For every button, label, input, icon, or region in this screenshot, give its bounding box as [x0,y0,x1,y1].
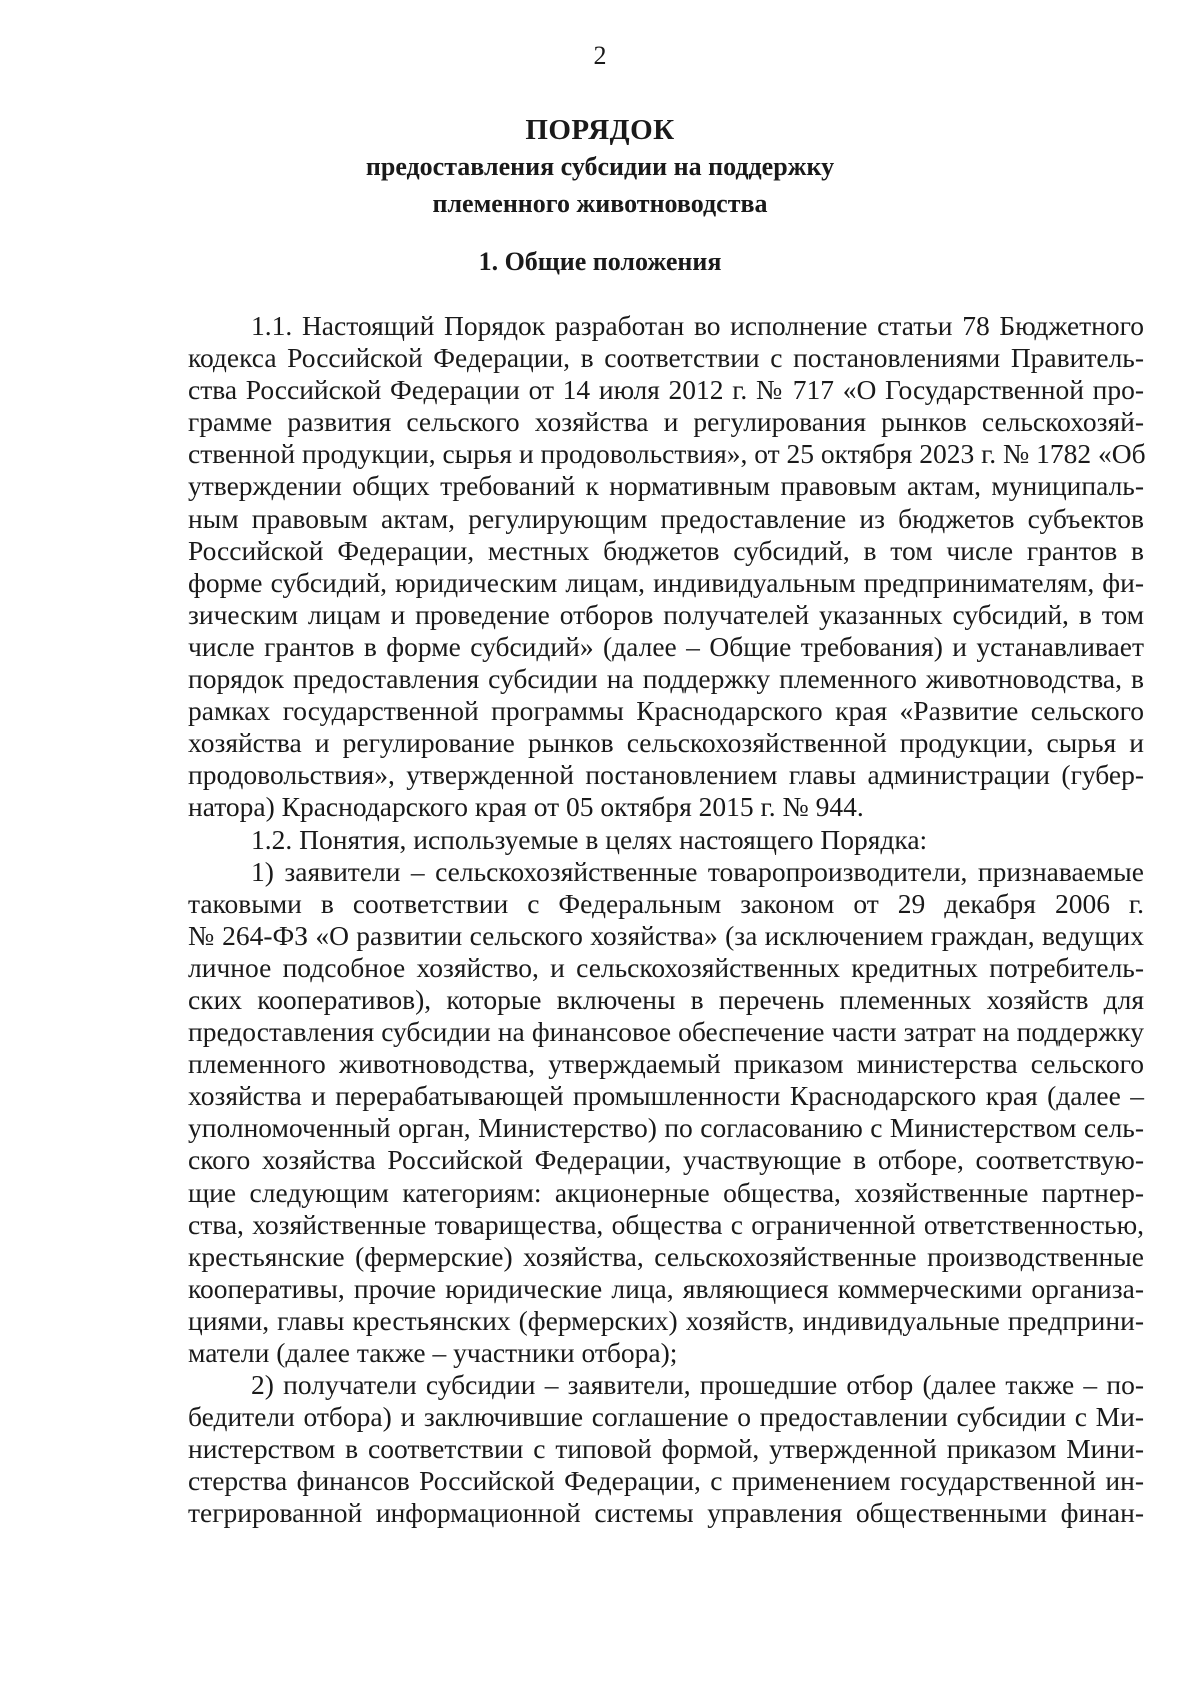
body-text-line: натора) Краснодарского края от 05 октября 2015 г. № 944. [188,791,864,823]
body-text-line: личное подсобное хозяйство, и сельскохозяйственных кредитных потребитель- [188,951,1144,983]
page-number: 2 [593,41,607,70]
body-text-line: ских кооперативов), которые включены в перечень племенных хозяйств для [188,983,1144,1015]
subtitle-line: племенного животноводства [432,189,768,218]
body-text-line: зическим лицам и проведение отборов получателей указанных субсидий, в том [188,598,1144,630]
body-text-line: хозяйства и перерабатывающей промышленности Краснодарского края (далее – [188,1080,1144,1112]
body-text-line: продовольствия», утвержденной постановлением главы администрации (губер- [188,759,1144,791]
body-text-line: ства, хозяйственные товарищества, общества с ограниченной ответственностью, [188,1208,1144,1240]
body-text-line: таковыми в соответствии с Федеральным законом от 29 декабря 2006 г. [188,887,1144,919]
body-text-line: племенного животноводства, утверждаемый приказом министерства сельского [188,1048,1144,1080]
body-text-line: № 264-ФЗ «О развитии сельского хозяйства» (за исключением граждан, ведущих [188,919,1144,951]
subtitle-line: предоставления субсидии на поддержку [365,152,835,181]
body-text-line: крестьянские (фермерские) хозяйства, сельскохозяйственные производственные [188,1240,1144,1272]
body-text-line: форме субсидий, юридическим лицам, индивидуальным предпринимателям, фи- [188,566,1144,598]
body-text-line: Российской Федерации, местных бюджетов субсидий, в том числе грантов в [188,534,1144,566]
body-text-line: хозяйства и регулирование рынков сельскохозяйственной продукции, сырья и [188,727,1144,759]
body-text-line: 1) заявители – сельскохозяйственные товаропроизводители, признаваемые [251,855,1144,887]
body-text-line: уполномоченный орган, Министерство) по согласованию с Министерством сель- [188,1112,1144,1144]
body-text-line: бедители отбора) и заключившие соглашение о предоставлении субсидии с Ми- [188,1401,1144,1433]
body-text-line: ным правовым актам, регулирующим предоставление из бюджетов субъектов [188,502,1144,534]
document-title: ПОРЯДОК [525,114,675,146]
document-body [188,310,1144,1530]
section-heading: 1. Общие положения [478,247,722,276]
body-text-line: предоставления субсидии на финансовое обеспечение части затрат на поддержку [188,1016,1144,1048]
body-text-line: кодекса Российской Федерации, в соответствии с постановлениями Правитель- [188,342,1144,374]
body-text-line: 1.2. Понятия, используемые в целях настоящего Порядка: [251,823,928,855]
document-subtitle [0,148,1200,222]
body-text-line: 2) получатели субсидии – заявители, прошедшие отбор (далее также – по- [251,1369,1144,1401]
body-text-line: стерства финансов Российской Федерации, с применением государственной ин- [188,1465,1144,1497]
body-text-line: утверждении общих требований к нормативным правовым актам, муниципаль- [188,470,1144,502]
body-text-line: ского хозяйства Российской Федерации, участвующие в отборе, соответствую- [188,1144,1144,1176]
body-text-line: рамках государственной программы Краснодарского края «Развитие сельского [188,695,1144,727]
body-text-line: кооперативы, прочие юридические лица, являющиеся коммерческими организа- [188,1272,1144,1304]
body-text-line: 1.1. Настоящий Порядок разработан во исполнение статьи 78 Бюджетного [251,310,1144,341]
body-text-line: щие следующим категориям: акционерные общества, хозяйственные партнер- [188,1176,1144,1208]
body-text-line: числе грантов в форме субсидий» (далее – Общие требования) и устанавливает [188,630,1144,662]
body-text-line: грамме развития сельского хозяйства и регулирования рынков сельскохозяй- [188,406,1144,438]
body-text-line: порядок предоставления субсидии на поддержку племенного животноводства, в [188,663,1144,695]
body-text-line: матели (далее также – участники отбора); [188,1337,678,1368]
body-text-line: тегрированной информационной системы управления общественными финан- [188,1497,1144,1529]
body-text-line: нистерством в соответствии с типовой формой, утвержденной приказом Мини- [188,1433,1144,1465]
body-text-line: циями, главы крестьянских (фермерских) хозяйств, индивидуальные предприни- [188,1304,1144,1336]
body-text-line: ственной продукции, сырья и продовольствия», от 25 октября 2023 г. № 1782 «Об [188,438,1146,470]
body-text-line: ства Российской Федерации от 14 июля 2012 г. № 717 «О Государственной про- [188,374,1144,406]
